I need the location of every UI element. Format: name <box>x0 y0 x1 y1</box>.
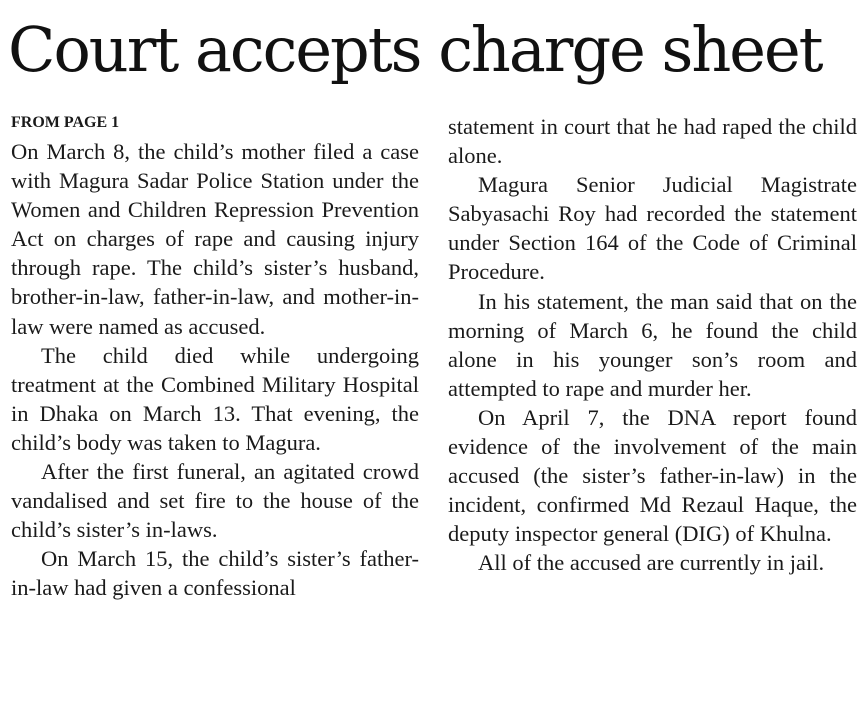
paragraph: Magura Senior Judicial Magistrate Sabyasachi Roy had recorded the statement under Section 164 of the Code of Criminal Procedure. <box>448 172 857 285</box>
paragraph: In his statement, the man said that on the morning of March 6, he found the child alone in his younger son’s room and attempted to rape and murder her. <box>448 288 857 401</box>
paragraph-continued: statement in court that he had raped the child alone. <box>448 114 857 169</box>
continuation-kicker: FROM PAGE 1 <box>11 114 120 131</box>
paragraph: After the first funeral, an agitated crowd vandalised and set fire to the house of the child’s sister’s in-laws. <box>11 459 419 543</box>
paragraph: All of the accused are currently in jail. <box>478 550 825 576</box>
paragraph: On April 7, the DNA report found evidence of the involvement of the main accused (the sister’s father-in-law) in the incident, confirmed Md Rezaul Haque, the deputy inspector general (DIG) of Khulna. <box>448 404 857 547</box>
article-column-right <box>448 112 857 578</box>
paragraph: The child died while undergoing treatment at the Combined Military Hospital in Dhaka on March 13. That evening, the child’s body was taken to Magura. <box>11 342 419 455</box>
paragraph: On March 8, the child’s mother filed a case with Magura Sadar Police Station under the Women and Children Repression Prevention Act on charges of rape and causing injury through rape. The child’s sister’s husband, brother-in-law, father-in-law, and mother-in-law were named as accused. <box>11 139 419 339</box>
article-column-left <box>11 137 419 603</box>
paragraph: On March 15, the child’s sister’s father-in-law had given a confessional <box>11 546 419 601</box>
headline: Court accepts charge sheet <box>8 13 822 86</box>
